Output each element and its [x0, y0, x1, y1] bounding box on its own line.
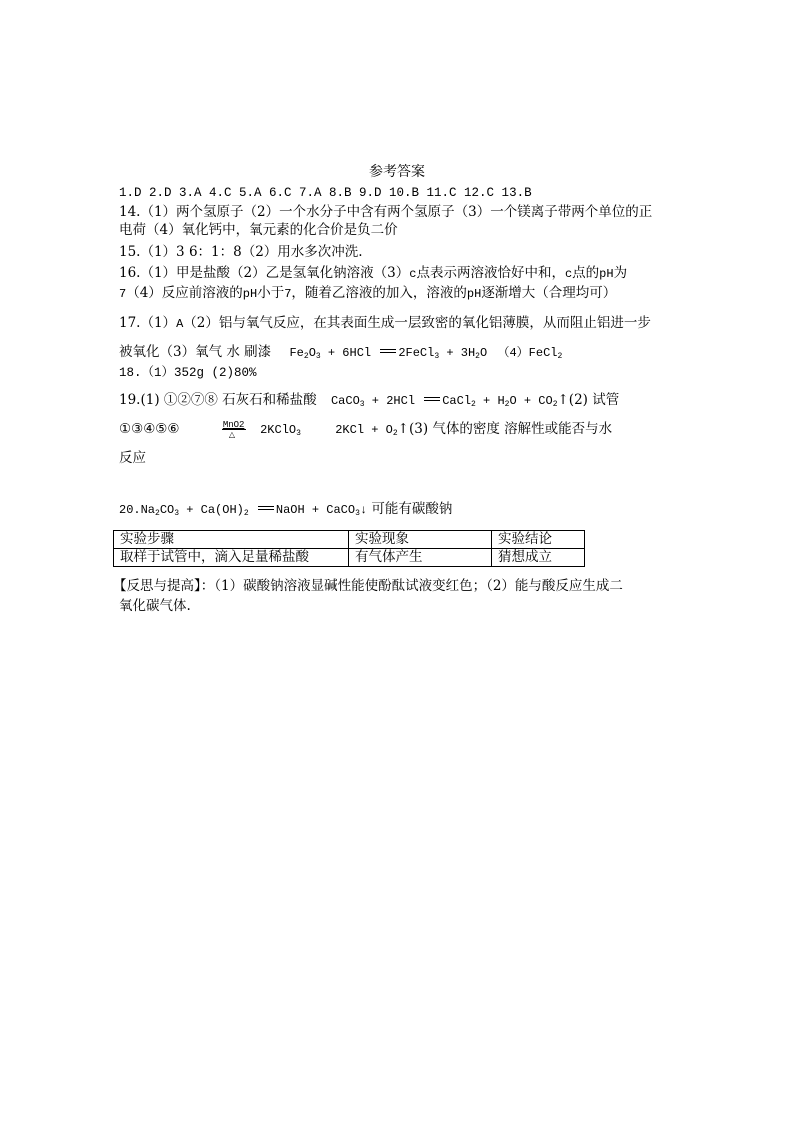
answer-20-line: $20.Na_2CO_3 + Ca(OH)_2$ NaOH + CaCO$_3$↓ 可能有碳酸钠 — [119, 501, 453, 518]
reaction-condition-mno2-heat: MnO2 △ — [222, 420, 245, 439]
answer-19-line2: ①③④⑤⑥ MnO2 △ 2KClO$_3$ $2KCl + O_2↑(3)$ 气体的密度 溶解性或能否与水 — [119, 420, 613, 439]
table-cell: 有气体产生 — [349, 549, 492, 567]
reflection-line1: 【反思与提高】：（1）碳酸钠溶液显碱性能使酚酞试液变红色；（2）能与酸反应生成二 — [113, 578, 623, 594]
answer-14-line2: 电荷（4）氧化钙中，氧元素的化合价是负二价 — [119, 222, 398, 238]
reflection-line2: 氧化碳气体. — [119, 598, 191, 614]
equation-fe2o3-hcl: $Fe_2O_3 + 6HCl$ 2FeCl$_3$ + $3H_2O$ — [289, 346, 488, 361]
answer-17-line2: 被氧化（3）氧气 水 刷漆 $Fe_2O_3 + 6HCl$ 2FeCl$_3$ + $3H_2O$ （4）FeCl$_2$ — [119, 344, 563, 361]
table-cell: 取样于试管中，滴入足量稀盐酸 — [114, 549, 349, 567]
equals-sign-icon — [380, 349, 396, 353]
table-header-cell: 实验现象 — [349, 531, 492, 549]
answer-16-line2: 7（4）反应前溶液的pH小于7，随着乙溶液的加入，溶液的pH逐渐增大（合理均可） — [119, 285, 617, 301]
answer-16-line1: 16.（1）甲是盐酸（2）乙是氢氧化钠溶液（3）c点表示两溶液恰好中和，c点的pH为 — [119, 265, 628, 281]
page-title: 参考答案 — [369, 164, 425, 180]
equals-sign-icon — [424, 397, 440, 401]
heat-triangle-icon: △ — [228, 430, 235, 439]
table-row — [114, 549, 585, 567]
table-header-cell: 实验步骤 — [114, 531, 349, 549]
experiment-table — [113, 530, 585, 567]
equation-na2co3-caoh2: $20.Na_2CO_3 + Ca(OH)_2$ NaOH + CaCO$_3$↓ — [119, 503, 368, 518]
answer-1-13: 1.D 2.D 3.A 4.C 5.A 6.C 7.A 8.B 9.D 10.B 11.C 12.C 13.B — [119, 186, 532, 200]
answer-19-line1: 19.(1) ①②⑦⑧ 石灰石和稀盐酸 CaCO$_3$ + 2HCl CaCl$_2$ + $H_2O$ + $CO_2↑(2)$ 试管 — [119, 392, 620, 409]
equals-sign-icon — [258, 506, 274, 510]
answer-14-line1: 14.（1）两个氢原子（2）一个水分子中含有两个氢原子（3）一个镁离子带两个单位的正 — [119, 204, 653, 220]
answer-17-line1: 17.（1）A（2）铝与氧气反应，在其表面生成一层致密的氧化铝薄膜，从而阻止铝进一步 — [119, 315, 651, 331]
table-header-cell: 实验结论 — [492, 531, 585, 549]
equation-caco3-hcl: CaCO$_3$ + 2HCl CaCl$_2$ + $H_2O + CO_2$ — [330, 394, 558, 409]
table-header-row — [114, 531, 585, 549]
answer-19-line3: 反应 — [119, 450, 146, 466]
answer-18: 18.（1）352g (2)80% — [119, 366, 257, 380]
table-cell: 猜想成立 — [492, 549, 585, 567]
answer-15: 15.（1）3 6：1：8（2）用水多次冲洗. — [119, 244, 363, 260]
